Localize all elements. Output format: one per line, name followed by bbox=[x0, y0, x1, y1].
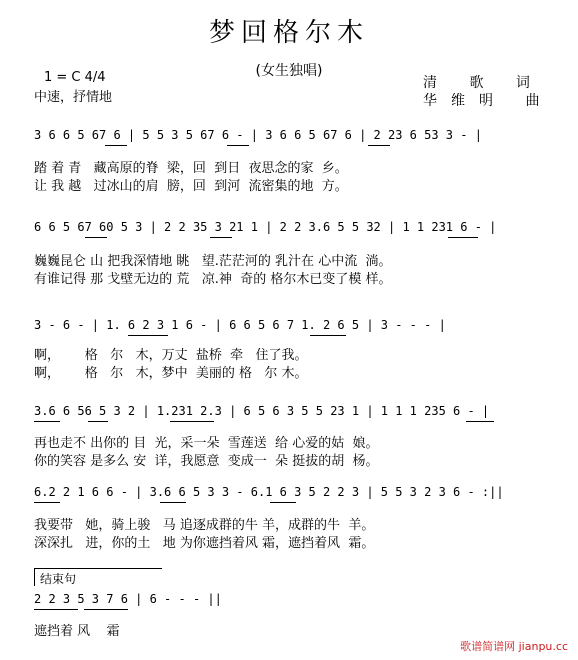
key-time-signature: 1 = C 4/4 bbox=[44, 70, 106, 85]
lyrics-line-4-verse-2: 你的笑容 是多么 安 详，我愿意 变成一 朵 挺拔的胡 杨。 bbox=[34, 454, 379, 469]
tempo-marking: 中速，抒情地 bbox=[34, 90, 113, 105]
page-subtitle: (女生独唱) bbox=[255, 63, 323, 79]
composer-credit: 华维明 曲 bbox=[423, 93, 554, 109]
lyrics-line-3-verse-2: 啊， 格 尔 木，梦中 美丽的 格 尔 木。 bbox=[34, 366, 308, 381]
lyrics-line-2-verse-2: 有谁记得 那 戈壁无边的 荒 凉.神 奇的 格尔木已变了模 样。 bbox=[34, 272, 392, 287]
beam bbox=[160, 502, 186, 503]
lyrics-line-5-verse-1: 我要带 她，骑上骏 马 追逐成群的牛 羊，成群的牛 羊。 bbox=[34, 518, 375, 533]
ending-notes: 2 2 3 5 3 7 6 | 6 - - - || bbox=[34, 592, 222, 606]
ending-bracket-top bbox=[34, 568, 162, 569]
site-watermark: 歌谱简谱网 jianpu.cc bbox=[460, 640, 568, 653]
beam bbox=[105, 145, 127, 146]
notes-line-1: 3 6 6 5 67 6 | 5 5 3 5 67 6 - | 3 6 6 5 67 6 | 2 23 6 53 3 - | bbox=[34, 128, 482, 142]
notes-line-2: 6 6 5 67 60 5 3 | 2 2 35 3 21 1 | 2 2 3.6 5 5 32 | 1 1 231 6 - | bbox=[34, 220, 497, 234]
lyrics-line-2-verse-1: 巍巍昆仑 山 把我深情地 眺 望.茫茫河的 乳汁在 心中流 淌。 bbox=[34, 254, 392, 269]
ending-label: 结束句 bbox=[40, 572, 77, 586]
lyrics-line-3-verse-1: 啊， 格 尔 木，万丈 盐桥 牵 住了我。 bbox=[34, 348, 308, 363]
beam bbox=[448, 237, 478, 238]
notes-line-3: 3 - 6 - | 1. 6 2 3 1 6 - | 6 6 5 6 7 1. 2 6 5 | 3 - - - | bbox=[34, 318, 446, 332]
beam bbox=[466, 421, 494, 422]
lyrics-line-1-verse-1: 踏 着 青 藏高原的脊 梁，回 到日 夜思念的家 乡。 bbox=[34, 161, 348, 176]
lyrics-line-1-verse-2: 让 我 越 过冰山的肩 膀，回 到河 流密集的地 方。 bbox=[34, 179, 348, 194]
beam bbox=[310, 335, 346, 336]
ending-lyrics: 遮挡着 风 霜 bbox=[34, 624, 120, 639]
beam bbox=[34, 502, 60, 503]
beam bbox=[85, 237, 107, 238]
lyricist-credit: 清 歌 词 bbox=[423, 75, 544, 91]
notes-line-4: 3.6 6 56 5 3 2 | 1.231 2.3 | 6 5 6 3 5 5 23 1 | 1 1 1 235 6 - | bbox=[34, 404, 490, 418]
beam bbox=[84, 609, 128, 610]
beam bbox=[34, 421, 60, 422]
beam bbox=[34, 609, 78, 610]
ending-bracket-left bbox=[34, 568, 35, 586]
lyrics-line-5-verse-2: 深深扎 进，你的土 地 为你遮挡着风 霜，遮挡着风 霜。 bbox=[34, 536, 375, 551]
beam bbox=[170, 421, 214, 422]
page-title: 梦回格尔木 bbox=[208, 18, 369, 48]
beam bbox=[128, 335, 168, 336]
beam bbox=[88, 421, 108, 422]
beam bbox=[227, 145, 249, 146]
lyrics-line-4-verse-1: 再也走不 出你的 目 光，采一朵 雪莲送 给 心爱的姑 娘。 bbox=[34, 436, 379, 451]
notes-line-5: 6.2 2 1 6 6 - | 3.6 6 5 3 3 - 6.1 6 3 5 2 2 3 | 5 5 3 2 3 6 - :|| bbox=[34, 485, 504, 499]
beam bbox=[210, 237, 232, 238]
beam bbox=[270, 502, 296, 503]
beam bbox=[368, 145, 390, 146]
